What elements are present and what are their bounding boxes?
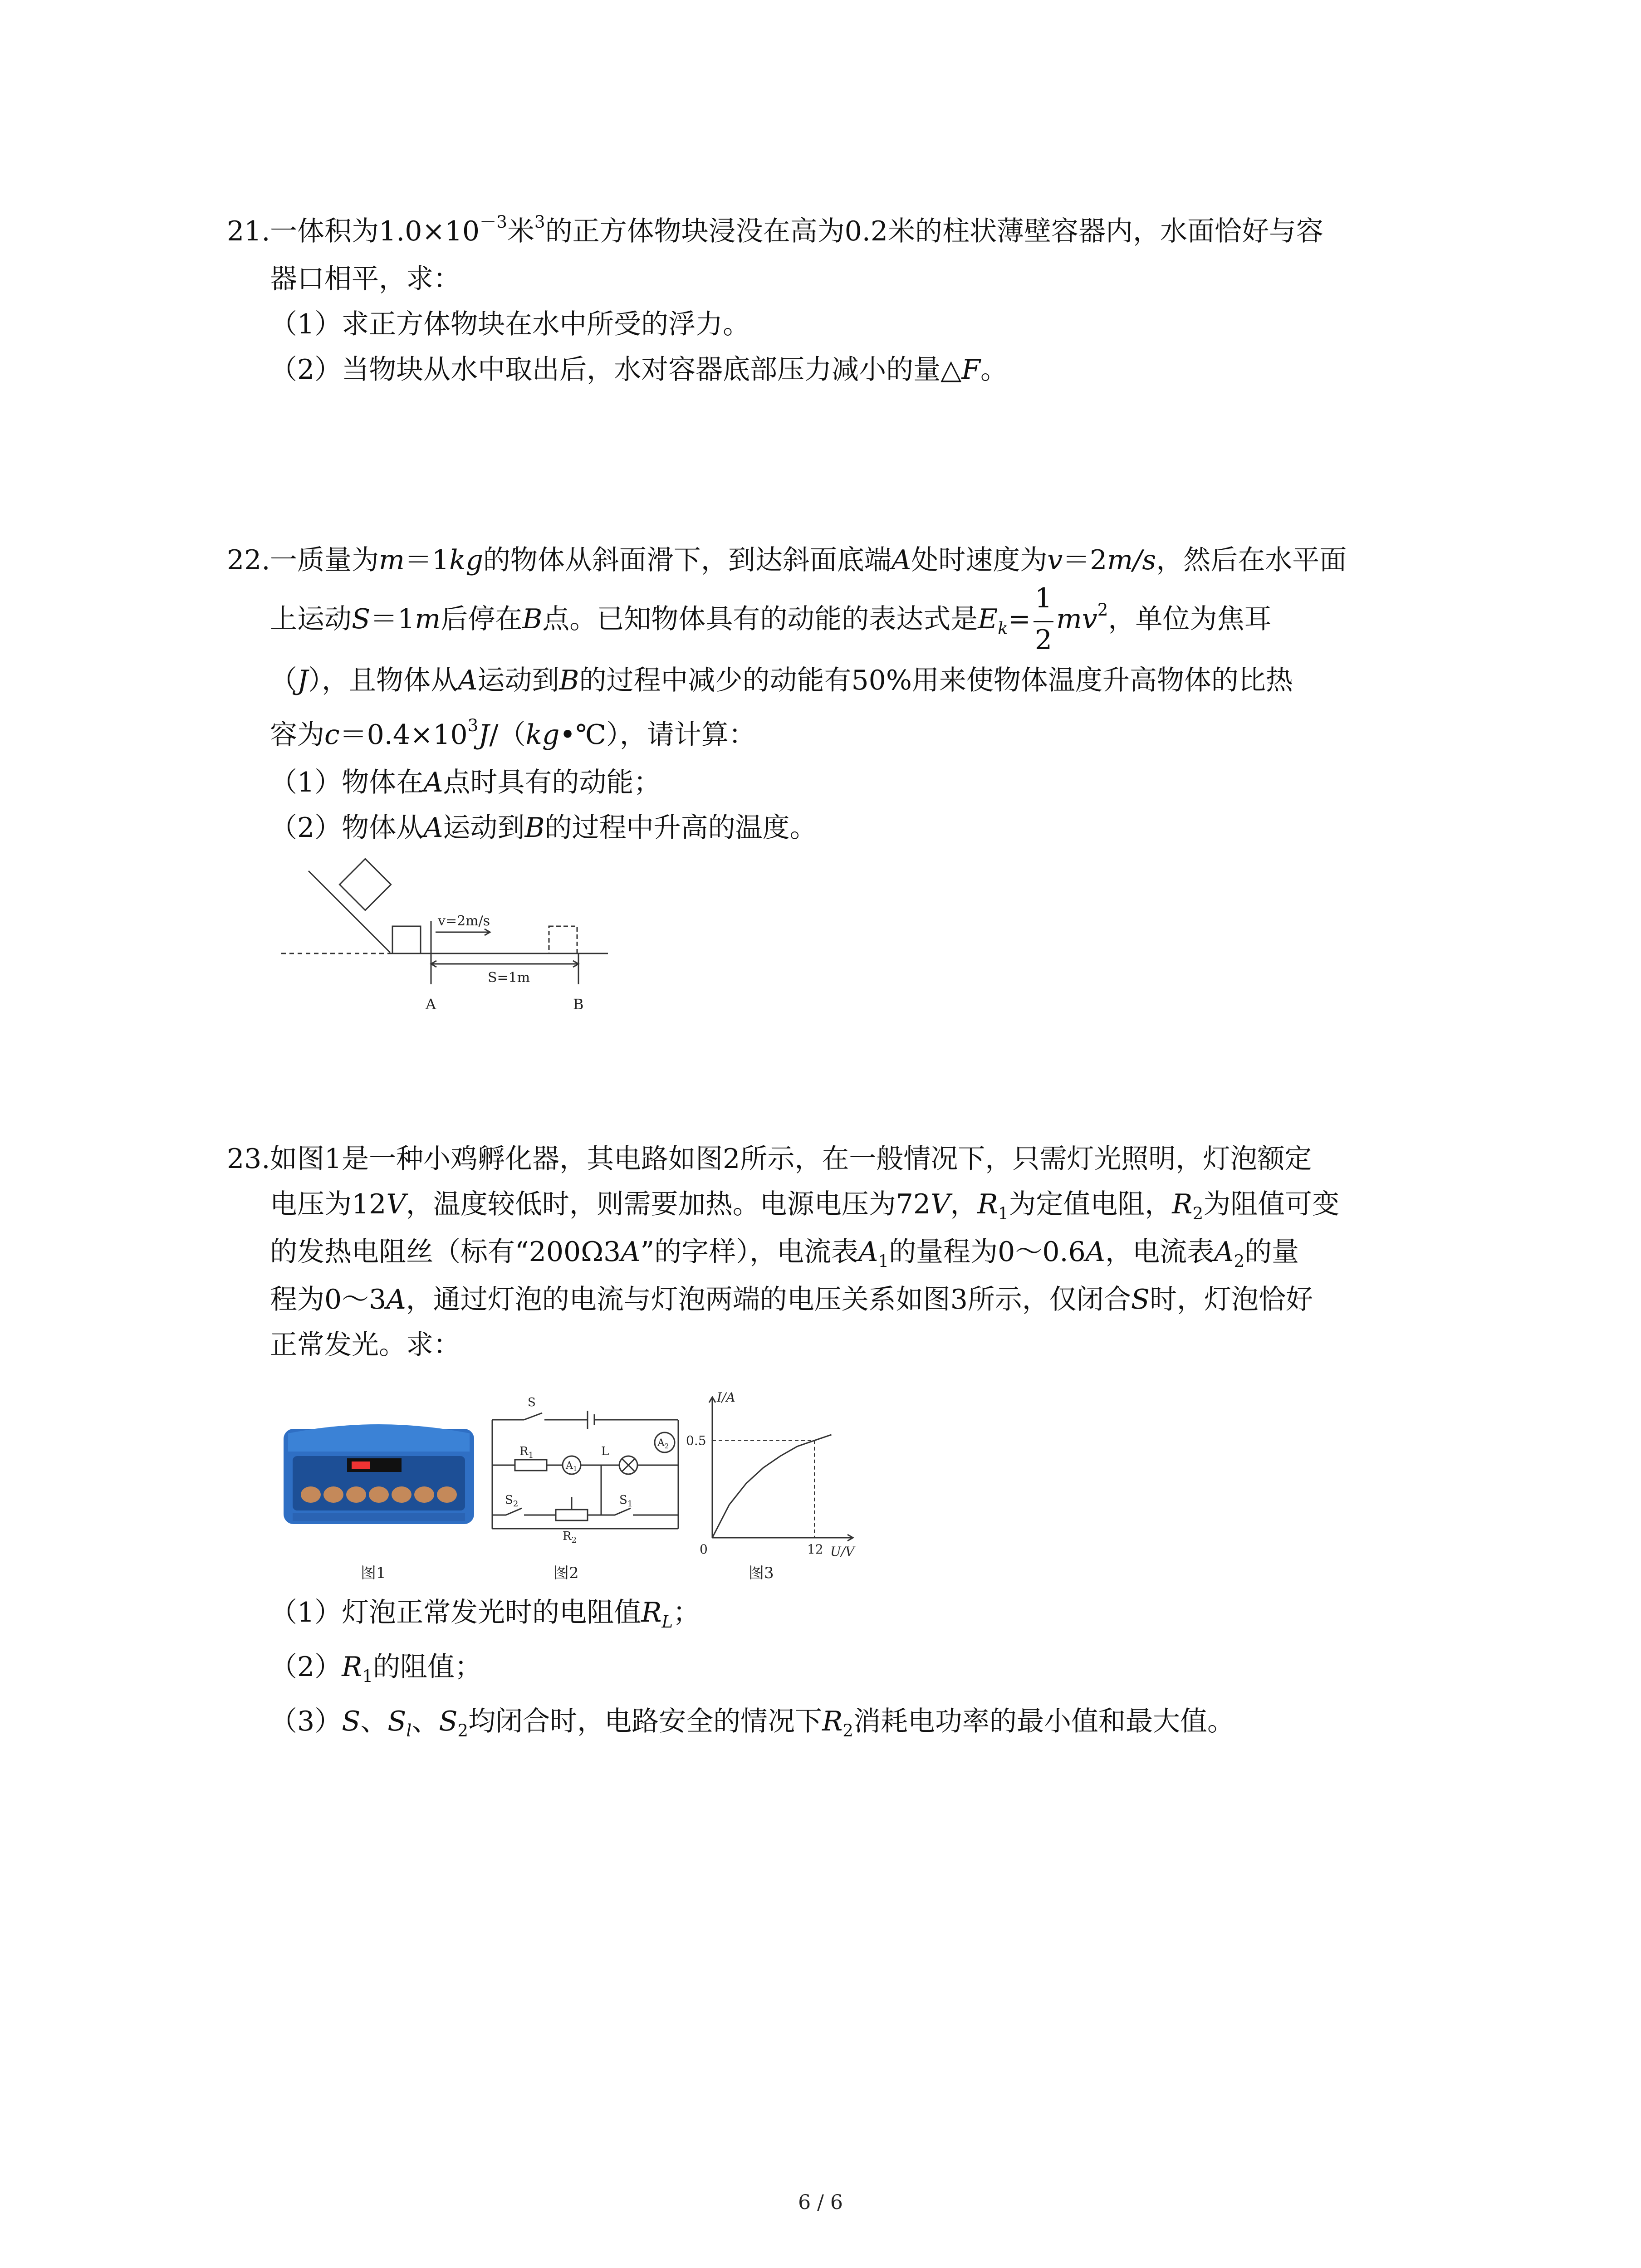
var: B [559,665,579,696]
q23-line5: 正常发光。求： [270,1329,460,1361]
unit: A [386,1284,406,1315]
t: （1）物体在 [270,767,424,798]
var: A [423,812,443,844]
q22-line3 [270,667,1293,694]
s2-letter: S [505,1493,513,1507]
label-r2 [563,1530,577,1545]
t: 均闭合时，电路安全的情况下 [468,1706,823,1737]
switch-s1 [615,1508,631,1515]
sub: 2 [1234,1251,1245,1271]
q23-line2 [270,1188,1340,1224]
q22-number: 22. [227,544,270,576]
sub: 2 [457,1721,469,1741]
var: R [641,1597,662,1628]
t: ＝1 [404,544,450,576]
a1-letter: A [566,1460,573,1471]
a2-sub: 2 [664,1442,669,1450]
var: B [522,603,543,635]
var: S [1131,1284,1150,1315]
var: E [978,603,998,635]
label-s1 [619,1493,632,1509]
sub: 2 [843,1721,853,1741]
var: R [1172,1188,1193,1220]
t: （2）物体从 [270,812,424,844]
iu-curve [712,1435,832,1538]
t: ，电流表 [1105,1236,1215,1268]
display-digits [352,1461,370,1469]
page-number: 6 / 6 [798,2191,843,2214]
x-tick-label: 12 [807,1542,823,1557]
resistor-r1 [515,1460,547,1471]
var: c [324,719,340,751]
t: 上运动 [270,603,352,635]
s2-sub: 2 [513,1499,519,1509]
t: ＝2 [1063,544,1107,576]
var: v [1047,544,1063,576]
s1-sub: 1 [627,1499,633,1509]
incline-slope [309,871,390,953]
label-l: L [601,1445,609,1458]
fraction-half [1034,582,1053,656]
t: （1）灯泡正常发光时的电阻值 [270,1597,642,1628]
unit: V [931,1188,950,1220]
t: 的物体从斜面滑下，到达斜面底端 [483,544,892,576]
t: ； [673,1597,700,1628]
q21-sub2-var: F [961,354,980,386]
t: /（ [489,719,526,751]
unit: J [297,665,309,696]
q21-sub2-end: 。 [980,354,1008,386]
t: ），且物体从 [308,665,458,696]
fig2-label: 图2 [554,1564,579,1582]
block-at-a [392,926,421,953]
q21-exponent: －3 [480,212,507,232]
sub: 2 [1192,1203,1204,1224]
velocity-label: v=2m/s [438,913,490,929]
block-on-incline [339,859,391,910]
distance-label: S=1m [488,970,530,986]
sub: l [406,1721,412,1741]
block-at-b [549,926,577,953]
point-a-label: A [426,996,436,1013]
q21-text-c: 的正方体物块浸没在高为0.2米的柱状薄壁容器内，水面恰好与容 [545,215,1323,247]
resistor-r2 [556,1510,588,1520]
circuit-diagram [488,1393,687,1551]
var: S [342,1706,361,1737]
a1-sub: 1 [573,1465,578,1473]
t: 消耗电功率的最小值和最大值。 [853,1706,1234,1737]
t: ， [950,1188,978,1220]
t: 点时具有的动能； [443,767,661,798]
label-r1 [519,1445,534,1460]
unit: m/s [1107,544,1156,576]
incline-diagram [281,853,617,1016]
t: 点。已知物体具有的动能的表达式是 [542,603,978,635]
s1-letter: S [619,1493,627,1507]
switch-s [524,1413,542,1420]
q22-line2 [270,582,1272,656]
x-axis-label: U/V [830,1544,855,1559]
t: 的过程中升高的温度。 [544,812,817,844]
unit: A [621,1236,641,1268]
var: R [342,1651,362,1683]
var: R [822,1706,843,1737]
q22-sub1 [270,769,661,796]
t: （ [270,665,297,696]
q21-sub2 [270,354,1008,386]
r2-sub: 2 [571,1535,577,1545]
a2-letter: A [657,1437,665,1449]
t: 时，灯泡恰好 [1150,1284,1313,1315]
q21-number: 21. [227,215,270,247]
q21-text-b: 米 [507,215,534,247]
t: 运动到 [477,665,559,696]
q23-line3 [270,1236,1299,1271]
t: ”的字样），电流表 [640,1236,859,1268]
var: A [1214,1236,1234,1268]
sub: 1 [362,1666,373,1686]
t: ＝0.4×10 [339,719,468,751]
q21-sub1: （1）求正方体物块在水中所受的浮力。 [270,308,750,340]
var: A [858,1236,878,1268]
q22-sub2 [270,812,817,844]
exp: 3 [467,715,479,736]
y-tick-label: 0.5 [686,1433,706,1448]
var: A [891,544,911,576]
unit: m [415,603,441,635]
t: （2） [270,1651,342,1683]
q23-sub2 [270,1651,482,1686]
iu-graph [681,1388,862,1560]
t: 为阻值可变 [1203,1188,1340,1220]
q21-line2: 器口相平，求： [270,263,460,295]
label-a1 [565,1460,577,1473]
point-b-label: B [573,996,584,1013]
sub: k [998,618,1008,639]
label-s2 [505,1493,518,1509]
sub: 1 [998,1203,1009,1224]
y-axis-label: I/A [717,1390,735,1405]
t: ，单位为焦耳 [1108,603,1272,635]
t: 的量 [1244,1236,1299,1268]
q23-sub3 [270,1706,1234,1741]
t: 后停在 [441,603,523,635]
t: ＝1 [370,603,415,635]
origin-label: 0 [700,1542,708,1557]
var: S [352,603,371,635]
q21-exponent2: 3 [534,212,545,232]
label-s: S [528,1396,536,1409]
t: ，然后在水平面 [1156,544,1347,576]
r1-sub: 1 [528,1451,534,1460]
unit: V [386,1188,406,1220]
unit: J [478,719,490,751]
q22-line4 [270,715,756,751]
numerator: 1 [1034,582,1053,615]
incubator-base [293,1513,465,1521]
t: 的量程为0～0.6 [889,1236,1086,1268]
t: 一质量为 [270,544,379,576]
t: ，通过灯泡的电流与灯泡两端的电压关系如图3所示，仅闭合 [406,1284,1131,1315]
t: 的阻值； [373,1651,482,1683]
t: = [1008,603,1031,635]
q23-l1-text: 如图1是一种小鸡孵化器，其电路如图2所示，在一般情况下，只需灯光照明，灯泡额定 [270,1143,1312,1175]
t: （3） [270,1706,342,1737]
t: 运动到 [443,812,525,844]
var: mv [1056,603,1097,635]
t: ，温度较低时，则需要加热。电源电压为72 [406,1188,931,1220]
fig1-label: 图1 [361,1564,386,1582]
t: 为定值电阻， [1009,1188,1172,1220]
r1-letter: R [519,1445,529,1458]
q23-sub1 [270,1597,700,1632]
denominator: 2 [1034,624,1053,656]
t: 容为 [270,719,324,751]
switch-s2 [506,1508,522,1515]
q23-number: 23. [227,1143,270,1175]
sub: L [661,1612,673,1632]
r2-letter: R [563,1530,572,1543]
exp: 2 [1097,600,1108,620]
t: 处时速度为 [911,544,1048,576]
incubator-lid [288,1424,470,1452]
t: 、 [411,1706,439,1737]
var: R [977,1188,998,1220]
var: A [458,665,478,696]
var: m [379,544,405,576]
unit: kg [525,719,560,751]
q23-line4 [270,1286,1313,1313]
fig3-label: 图3 [749,1564,774,1582]
t: 电压为12 [270,1188,387,1220]
var: B [524,812,545,844]
unit: A [1085,1236,1106,1268]
sub: 1 [878,1251,889,1271]
var: S [387,1706,407,1737]
t: •℃），请计算： [559,719,756,751]
q21-sub2-text: （2）当物块从水中取出后，水对容器底部压力减小的量△ [270,354,962,386]
unit: kg [449,544,483,576]
var: S [439,1706,458,1737]
var: A [423,767,443,798]
t: 的过程中减少的动能有50%用来使物体温度升高物体的比热 [579,665,1293,696]
incubator-image [279,1415,479,1551]
t: 的发热电阻丝（标有“200Ω3 [270,1236,621,1268]
t: 、 [360,1706,388,1737]
q21-text-a: 一体积为1.0×10 [270,215,480,247]
t: 程为0～3 [270,1284,387,1315]
